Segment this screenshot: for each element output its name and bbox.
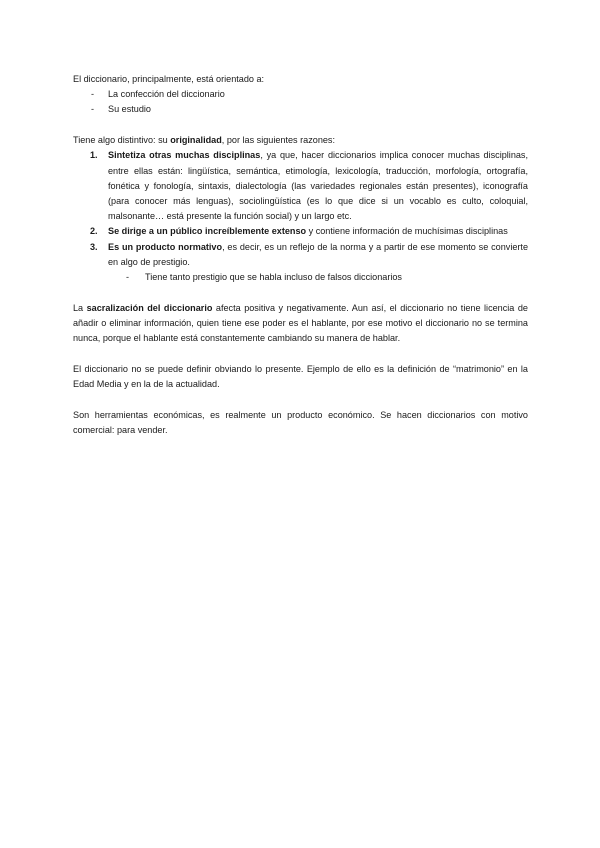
distinct-prefix: Tiene algo distintivo: su [73,135,171,146]
paragraph-economico: Son herramientas económicas, es realmente un producto económico. Se hacen diccionarios con motivo comercial: para vender. [73,409,528,435]
para1-bold: sacralización del diccionario [86,302,213,313]
distinct-bold: originalidad [170,135,222,146]
dash-bullet: - [91,89,95,100]
list-item-text: La confección del diccionario [108,89,225,100]
dash-bullet: - [91,104,95,115]
list-item [73,87,528,102]
list-item [108,270,528,285]
intro-line: El diccionario, principalmente, está orientado a: [73,74,265,84]
reason-number: 3. [90,241,98,252]
reason-item [73,224,528,239]
document-body [73,72,528,438]
spacer [73,392,528,408]
reason-bold: Se dirige a un público increíblemente extenso [108,226,307,237]
dash-bullet: - [126,271,130,282]
paragraph-sacralizacion [73,301,528,347]
spacer [73,285,528,301]
list-item-text: Tiene tanto prestigio que se habla incluso de falsos diccionarios [145,271,402,282]
distinct-line [73,133,528,148]
reason-bold: Sintetiza otras muchas disciplinas [108,150,261,161]
spacer [73,118,528,134]
reasons-list [73,148,528,285]
reason-text: , es decir, es un reflejo de la norma y a partir de ese momento se convierte en algo de prestigio. [108,241,529,267]
reason-sub-list [108,270,528,285]
reason-number: 1. [90,150,98,161]
reason-text: y contiene información de muchísimas disciplinas [306,226,508,237]
list-item [73,102,528,117]
reason-item [73,240,528,286]
spacer [73,346,528,362]
reason-item [73,148,528,224]
reason-text: , ya que, hacer diccionarios implica conocer muchas disciplinas, entre ellas están: lingüística, semántica, etimología, lexicología, traducción, morfología, ortografía, fonética y fonología, sintaxis, dialectología (las variedades regionales están presentes), iconografía (para conocer más lenguas), sociolingüística (es lo que dice si un vocablo es culto, coloquial, malsonante… está presente la función social) y un largo etc. [108,150,529,222]
paragraph-definicion: El diccionario no se puede definir obviando lo presente. Ejemplo de ello es la definición de “matrimonio” en la Edad Media y en la de la actualidad. [73,363,528,389]
distinct-suffix: , por las siguientes razones: [221,135,336,146]
para1-text: afecta positiva y negativamente. Aun así, el diccionario no tiene licencia de añadir o eliminar información, quien tiene ese poder es el hablante, por ese motivo el diccionario no se termina nunca, porque el hablante está constantemente cambiando su manera de hablar. [73,302,528,344]
reason-number: 2. [90,226,98,237]
reason-bold: Es un producto normativo [108,241,223,252]
para1-prefix: La [73,302,87,313]
intro-list [73,87,528,117]
list-item-text: Su estudio [108,104,151,115]
